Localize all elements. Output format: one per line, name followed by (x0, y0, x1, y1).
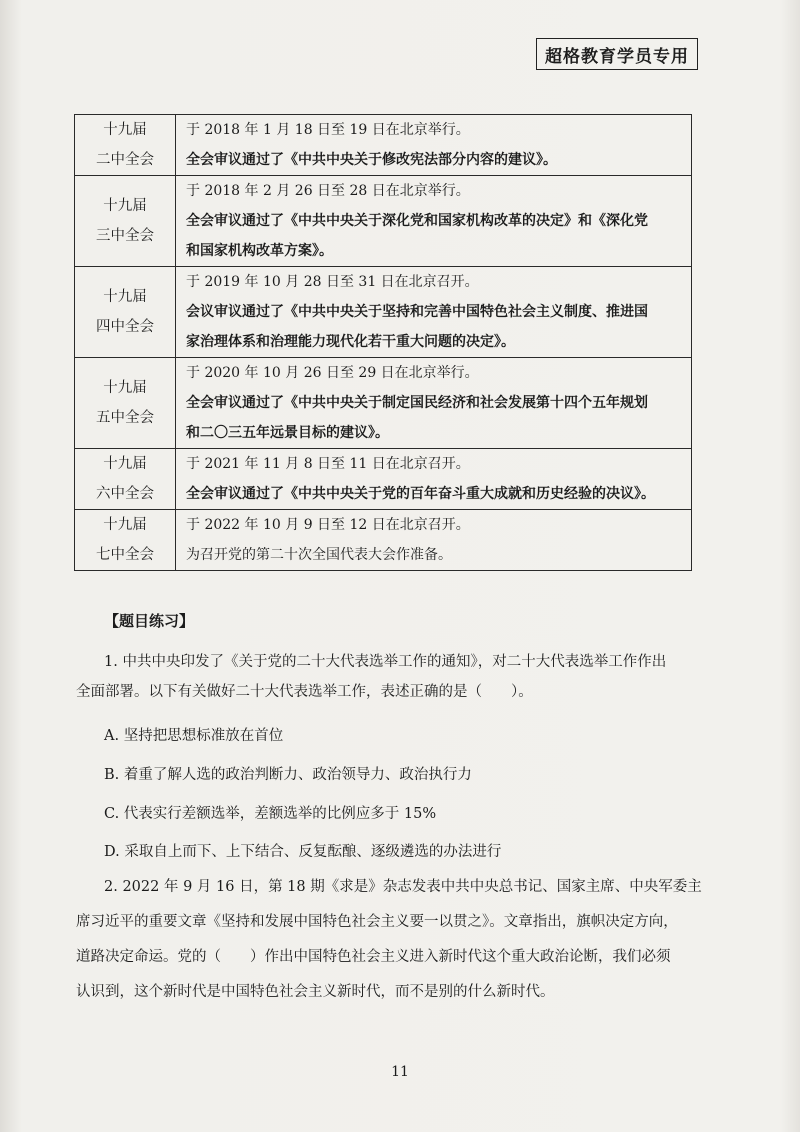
meeting-name-line: 十九届 (103, 122, 147, 138)
meeting-row (75, 358, 692, 449)
meeting-detail-line: 和二〇三五年远景目标的建议》。 (186, 425, 389, 441)
meeting-detail-line: 家治理体系和治理能力现代化若干重大问题的决定》。 (186, 334, 515, 350)
header-tag: 超格教育学员专用 (536, 38, 698, 70)
meeting-detail-cell (176, 176, 692, 267)
exercise-title: 【题目练习】 (104, 612, 195, 630)
meeting-name-cell (75, 449, 176, 510)
question-1-option-d: D. 采取自上而下、上下结合、反复酝酿、逐级遴选的办法进行 (104, 844, 502, 860)
meeting-detail-cell (176, 358, 692, 449)
question-1-option-b: B. 着重了解人选的政治判断力、政治领导力、政治执行力 (104, 767, 472, 783)
meeting-name-cell (75, 115, 176, 176)
meeting-name-line: 四中全会 (96, 319, 154, 335)
meeting-detail-line: 全会审议通过了《中共中央关于修改宪法部分内容的建议》。 (186, 152, 557, 168)
meeting-detail-line: 会议审议通过了《中共中央关于坚持和完善中国特色社会主义制度、推进国 (186, 304, 648, 320)
question-2-line: 席习近平的重要文章《坚持和发展中国特色社会主义要一以贯之》。文章指出，旗帜决定方向， (76, 914, 678, 930)
meeting-name-cell (75, 176, 176, 267)
meeting-detail-line: 和国家机构改革方案》。 (186, 243, 333, 259)
meeting-detail-cell (176, 510, 692, 571)
meeting-name-line: 二中全会 (96, 152, 154, 168)
meeting-detail-line: 于 2018 年 2 月 26 日至 28 日在北京举行。 (186, 183, 470, 199)
meeting-name-line: 十九届 (103, 456, 147, 472)
meeting-name-line: 十九届 (103, 517, 147, 533)
meeting-detail-line: 于 2020 年 10 月 26 日至 29 日在北京举行。 (186, 365, 479, 381)
meeting-row (75, 510, 692, 571)
question-1-text (76, 647, 716, 707)
meeting-detail-line: 于 2019 年 10 月 28 日至 31 日在北京召开。 (186, 274, 479, 290)
meeting-row (75, 115, 692, 176)
meeting-detail-line: 全会审议通过了《中共中央关于制定国民经济和社会发展第十四个五年规划 (186, 395, 648, 411)
meeting-name-cell (75, 358, 176, 449)
question-1-option-a: A. 坚持把思想标准放在首位 (104, 728, 284, 744)
question-2-line: 道路决定命运。党的（ ）作出中国特色社会主义进入新时代这个重大政治论断，我们必须 (76, 949, 671, 965)
meeting-row (75, 449, 692, 510)
meeting-detail-cell (176, 115, 692, 176)
meeting-name-cell (75, 510, 176, 571)
meetings-table (74, 114, 692, 571)
page-number: 11 (391, 1064, 409, 1080)
question-1-line: 全面部署。以下有关做好二十大代表选举工作，表述正确的是（ ）。 (76, 684, 533, 700)
question-2-text (76, 870, 716, 1010)
meeting-row (75, 176, 692, 267)
meeting-detail-line: 为召开党的第二十次全国代表大会作准备。 (186, 547, 452, 563)
meeting-name-line: 十九届 (103, 289, 147, 305)
question-2-line: 2. 2022 年 9 月 16 日，第 18 期《求是》杂志发表中共中央总书记、国家主席、中央军委主 (104, 879, 702, 895)
meetings-table-body (75, 115, 692, 571)
meeting-name-line: 七中全会 (96, 547, 154, 563)
question-1-line: 1. 中共中央印发了《关于党的二十大代表选举工作的通知》，对二十大代表选举工作作出 (104, 654, 667, 670)
meeting-detail-line: 全会审议通过了《中共中央关于党的百年奋斗重大成就和历史经验的决议》。 (186, 486, 655, 502)
meeting-name-line: 十九届 (103, 380, 147, 396)
meeting-name-line: 三中全会 (96, 228, 154, 244)
meeting-detail-line: 于 2018 年 1 月 18 日至 19 日在北京举行。 (186, 122, 470, 138)
meeting-detail-cell (176, 267, 692, 358)
meeting-detail-cell (176, 449, 692, 510)
meeting-name-line: 六中全会 (96, 486, 154, 502)
meeting-name-line: 十九届 (103, 198, 147, 214)
meeting-name-cell (75, 267, 176, 358)
meeting-row (75, 267, 692, 358)
meeting-detail-line: 于 2022 年 10 月 9 日至 12 日在北京召开。 (186, 517, 470, 533)
meeting-detail-line: 于 2021 年 11 月 8 日至 11 日在北京召开。 (186, 456, 470, 472)
question-1-option-c: C. 代表实行差额选举，差额选举的比例应多于 15% (104, 806, 437, 822)
meeting-name-line: 五中全会 (96, 410, 154, 426)
question-2-line: 认识到，这个新时代是中国特色社会主义新时代，而不是别的什么新时代。 (76, 984, 555, 1000)
meeting-detail-line: 全会审议通过了《中共中央关于深化党和国家机构改革的决定》和《深化党 (186, 213, 648, 229)
